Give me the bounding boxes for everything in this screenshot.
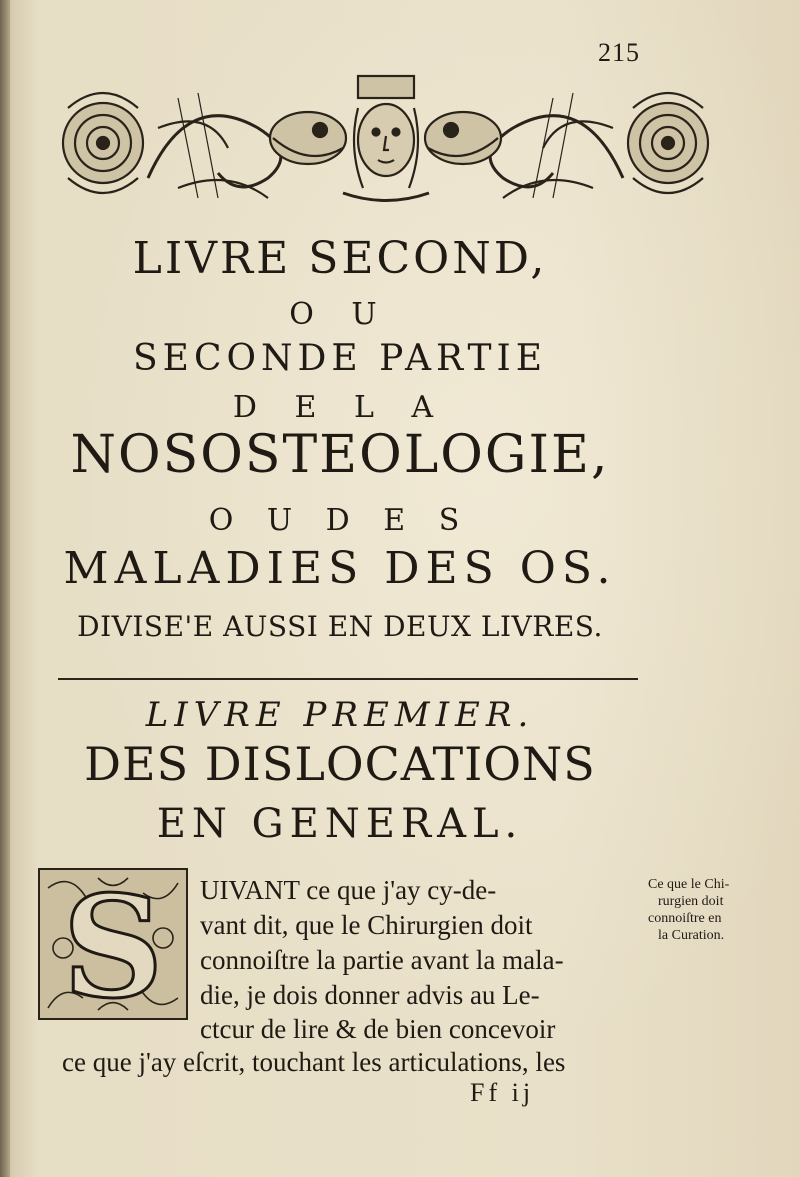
body-line-6: ce que j'ay eſcrit, touchant les articulations, les bbox=[62, 1047, 566, 1077]
page-number: 215 bbox=[598, 38, 640, 67]
title-seconde-partie: SECONDE PARTIE bbox=[133, 338, 547, 379]
body-line-4: die, je dois donner advis au Le- bbox=[200, 980, 540, 1010]
title-nososteologie: NOSOSTEOLOGIE, bbox=[70, 425, 610, 485]
margin-note-line: rurgien doit bbox=[658, 894, 724, 909]
svg-text:S: S bbox=[62, 868, 164, 1020]
marginal-note bbox=[648, 876, 768, 944]
margin-note-line: Ce que le Chi- bbox=[648, 877, 730, 892]
page-binding bbox=[0, 0, 10, 1177]
body-line-1: UIVANT ce que j'ay cy-de- bbox=[200, 875, 497, 905]
body-line-2: vant dit, que le Chirurgien doit bbox=[200, 910, 533, 940]
title-divisee: DIVISE'E AUSSI EN DEUX LIVRES. bbox=[77, 610, 603, 643]
horizontal-rule bbox=[58, 678, 638, 680]
title-ou: O U bbox=[289, 297, 391, 332]
floral-headpiece-ornament bbox=[58, 68, 713, 213]
margin-note-line: la Curation. bbox=[658, 928, 725, 943]
decorated-drop-cap-s bbox=[38, 868, 188, 1020]
body-line-3: connoiſtre la partie avant la mala- bbox=[200, 945, 564, 975]
body-line-5: ctcur de lire & de bien concevoir bbox=[200, 1014, 556, 1044]
title-maladies-des-os: MALADIES DES OS. bbox=[63, 543, 617, 594]
title-ou-des: O U D E S bbox=[208, 503, 472, 538]
title-de-la: D E L A bbox=[232, 390, 448, 425]
book-heading: LIVRE PREMIER. bbox=[145, 695, 535, 735]
title-livre-second: LIVRE SECOND, bbox=[132, 233, 548, 284]
chapter-heading-general: EN GENERAL. bbox=[156, 801, 524, 847]
signature-mark: Ff ij bbox=[470, 1078, 535, 1107]
chapter-heading-dislocations: DES DISLOCATIONS bbox=[84, 737, 596, 791]
margin-note-line: connoiſtre en bbox=[648, 911, 722, 926]
